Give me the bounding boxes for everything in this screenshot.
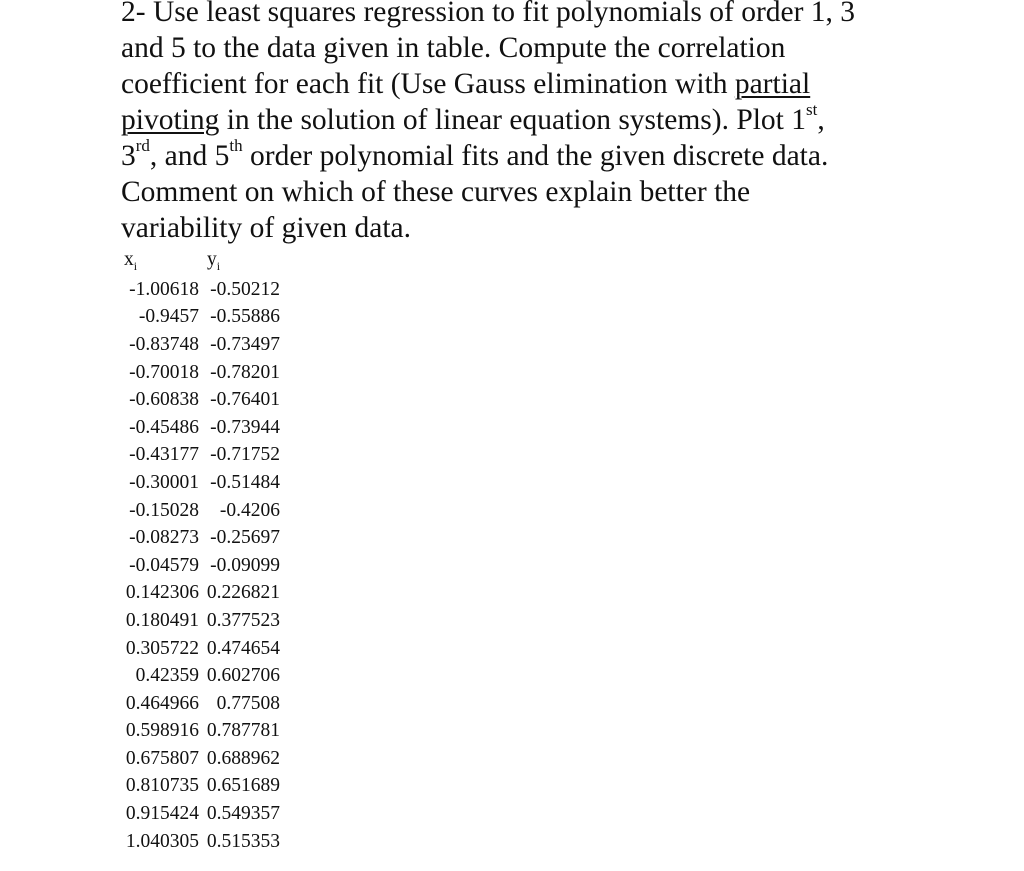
problem-line-6: Comment on which of these curves explain better the	[121, 176, 751, 208]
table-row	[120, 745, 280, 773]
cell-y: 0.77508	[216, 692, 280, 714]
table-row	[120, 828, 280, 856]
problem-line-3: coefficient for each fit (Use Gauss elimination with partial	[121, 68, 811, 100]
header-y: $y_i$	[207, 248, 221, 273]
cell-y: -0.71752	[210, 444, 280, 466]
problem-line-4: pivoting in the solution of linear equation systems). Plot 1st,	[121, 100, 825, 136]
cell-x: 0.142306	[125, 582, 199, 604]
cell-y: -0.73497	[210, 333, 280, 355]
problem-statement	[121, 0, 911, 246]
table-row	[120, 331, 280, 359]
cell-y: -0.55886	[210, 306, 280, 328]
cell-x: -0.60838	[129, 389, 199, 411]
problem-line-2: and 5 to the data given in table. Compute the correlation	[121, 32, 786, 64]
cell-x: -0.70018	[129, 361, 199, 383]
data-table	[120, 246, 280, 855]
table-row	[120, 607, 280, 635]
cell-x: 0.810735	[125, 775, 199, 797]
cell-y: -0.51484	[210, 471, 280, 493]
cell-y: 0.787781	[206, 720, 280, 742]
header-x: $x_i$	[124, 248, 138, 273]
cell-x: 1.040305	[125, 830, 199, 852]
cell-x: -0.83748	[129, 333, 199, 355]
table-body	[120, 276, 280, 855]
cell-x: -0.04579	[129, 554, 199, 576]
table-row	[120, 469, 280, 497]
cell-y: 0.226821	[206, 582, 280, 604]
cell-y: -0.25697	[210, 527, 280, 549]
table-row	[120, 414, 280, 442]
cell-y: 0.474654	[206, 637, 280, 659]
cell-x: -1.00618	[129, 278, 199, 300]
problem-number: 2-	[121, 0, 146, 28]
cell-x: 0.598916	[125, 720, 199, 742]
cell-x: -0.43177	[129, 444, 199, 466]
cell-x: 0.180491	[125, 609, 199, 631]
cell-x: 0.464966	[125, 692, 199, 714]
cell-y: -0.09099	[210, 554, 280, 576]
table-row	[120, 773, 280, 801]
cell-x: -0.45486	[129, 416, 199, 438]
cell-y: 0.688962	[206, 747, 280, 769]
table-row	[120, 276, 280, 304]
table-row	[120, 690, 280, 718]
cell-y: -0.50212	[210, 278, 280, 300]
table-row	[120, 497, 280, 525]
table-row	[120, 662, 280, 690]
underlined-pivoting: pivoting	[121, 104, 220, 136]
underlined-partial: partial	[734, 68, 811, 100]
cell-y: 0.515353	[206, 830, 280, 852]
cell-y: 0.651689	[206, 775, 280, 797]
table-row	[120, 718, 280, 746]
table-row	[120, 524, 280, 552]
problem-line-1: 2- Use least squares regression to fit polynomials of order 1, 3	[121, 0, 911, 30]
table-row	[120, 552, 280, 580]
cell-y: 0.549357	[206, 803, 280, 825]
cell-x: -0.9457	[138, 306, 199, 328]
superscript-rd: rd	[135, 136, 150, 156]
cell-x: 0.42359	[135, 665, 199, 687]
cell-x: 0.675807	[125, 747, 199, 769]
table-row	[120, 359, 280, 387]
table-row	[120, 304, 280, 332]
cell-y: -0.4206	[219, 499, 280, 521]
table-row	[120, 386, 280, 414]
cell-y: 0.377523	[206, 609, 280, 631]
cell-x: -0.15028	[129, 499, 199, 521]
cell-y: -0.76401	[210, 389, 280, 411]
table-row	[120, 635, 280, 663]
cell-x: 0.305722	[125, 637, 199, 659]
problem-line-5: 3rd, and 5th order polynomial fits and the given discrete data.	[121, 136, 829, 172]
table-header-row	[120, 246, 280, 276]
cell-y: -0.78201	[210, 361, 280, 383]
table-row	[120, 442, 280, 470]
cell-x: 0.915424	[125, 803, 199, 825]
superscript-st: st	[806, 100, 818, 120]
cell-y: 0.602706	[206, 665, 280, 687]
cell-y: -0.73944	[210, 416, 280, 438]
superscript-th: th	[229, 136, 243, 156]
table-row	[120, 580, 280, 608]
table-row	[120, 800, 280, 828]
problem-line-7: variability of given data.	[121, 212, 411, 244]
cell-x: -0.08273	[129, 527, 199, 549]
cell-x: -0.30001	[129, 471, 199, 493]
